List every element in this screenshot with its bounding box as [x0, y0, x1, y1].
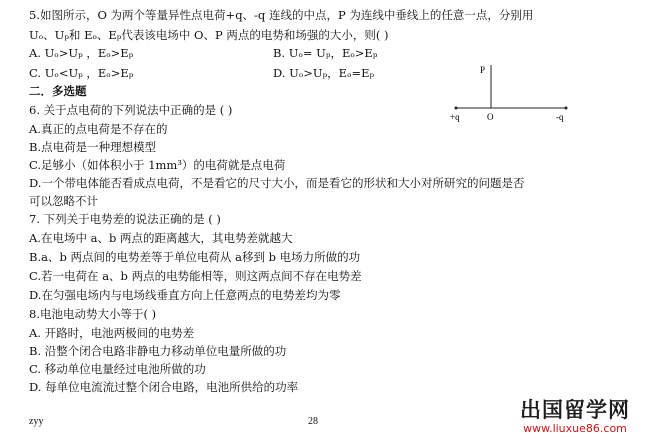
q7-option-a: A.在电场中 a、b 两点的距离越大，其电势差就越大 [29, 231, 293, 245]
q7-option-b: B.a、b 两点间的电势差等于单位电荷从 a移到 b 电场力所做的功 [29, 250, 361, 264]
q7-option-d: D.在匀强电场内与电场线垂直方向上任意两点的电势差均为零 [29, 288, 341, 302]
q6-option-a: A.真正的点电荷是不存在的 [29, 122, 168, 136]
q5-option-c: C. Uₒ<Uₚ ，Eₒ>Eₚ [29, 66, 134, 80]
label-plus-q: +q [450, 112, 460, 122]
negative-charge-point [565, 107, 568, 110]
watermark-title: 出国留学网 [520, 398, 630, 422]
q7-stem: 7. 下列关于电势差的说法正确的是 ( ) [29, 212, 221, 226]
q6-option-c: C.足够小（如体积小于 1mm³）的电荷就是点电荷 [29, 158, 286, 172]
charge-diagram [448, 60, 578, 125]
q6-stem: 6. 关于点电荷的下列说法中正确的是 ( ) [29, 103, 233, 117]
label-o: O [487, 112, 494, 122]
positive-charge-point [455, 107, 458, 110]
q5-line1: 5.如图所示，O 为两个等量异性点电荷+q、-q 连线的中点，P 为连线中垂线上的任意一点，分别用 [29, 8, 534, 22]
q5-option-a: A. Uₒ>Uₚ ，Eₒ>Eₚ [29, 46, 134, 60]
footer-author: zyy [29, 416, 44, 427]
watermark-url: www.liuxue86.com [523, 422, 627, 435]
q8-option-c: C. 移动单位电量经过电池所做的功 [29, 362, 206, 376]
q8-stem: 8.电池电动势大小等于( ) [29, 307, 157, 321]
label-minus-q: -q [556, 112, 564, 122]
q7-option-c: C.若一电荷在 a、b 两点的电势能相等，则这两点间不存在电势差 [29, 269, 362, 283]
q6-option-d-line2: 可以忽略不计 [29, 194, 98, 208]
q8-option-b: B. 沿整个闭合电路非静电力移动单位电量所做的功 [29, 344, 287, 358]
q6-option-b: B.点电荷是一种理想模型 [29, 140, 157, 154]
section-heading: 二．多选题 [29, 84, 87, 98]
watermark-logo [520, 398, 630, 435]
q8-option-d: D. 每单位电流流过整个闭合电路，电池所供给的功率 [29, 380, 299, 394]
q5-option-b: B. Uₒ= Uₚ，Eₒ>Eₚ [273, 46, 378, 60]
q8-option-a: A. 开路时，电池两极间的电势差 [29, 326, 195, 340]
page-number: 28 [308, 416, 318, 427]
q5-line2: Uₒ、Uₚ和 Eₒ、Eₚ代表该电场中 O、P 两点的电势和场强的大小，则( ) [29, 28, 389, 42]
q5-option-d: D. Uₒ>Uₚ，Eₒ=Eₚ [273, 66, 375, 80]
label-p: P [480, 65, 486, 75]
q6-option-d-line1: D.一个带电体能否看成点电荷，不是看它的尺寸大小，而是看它的形状和大小对所研究的问题是否 [29, 176, 525, 190]
